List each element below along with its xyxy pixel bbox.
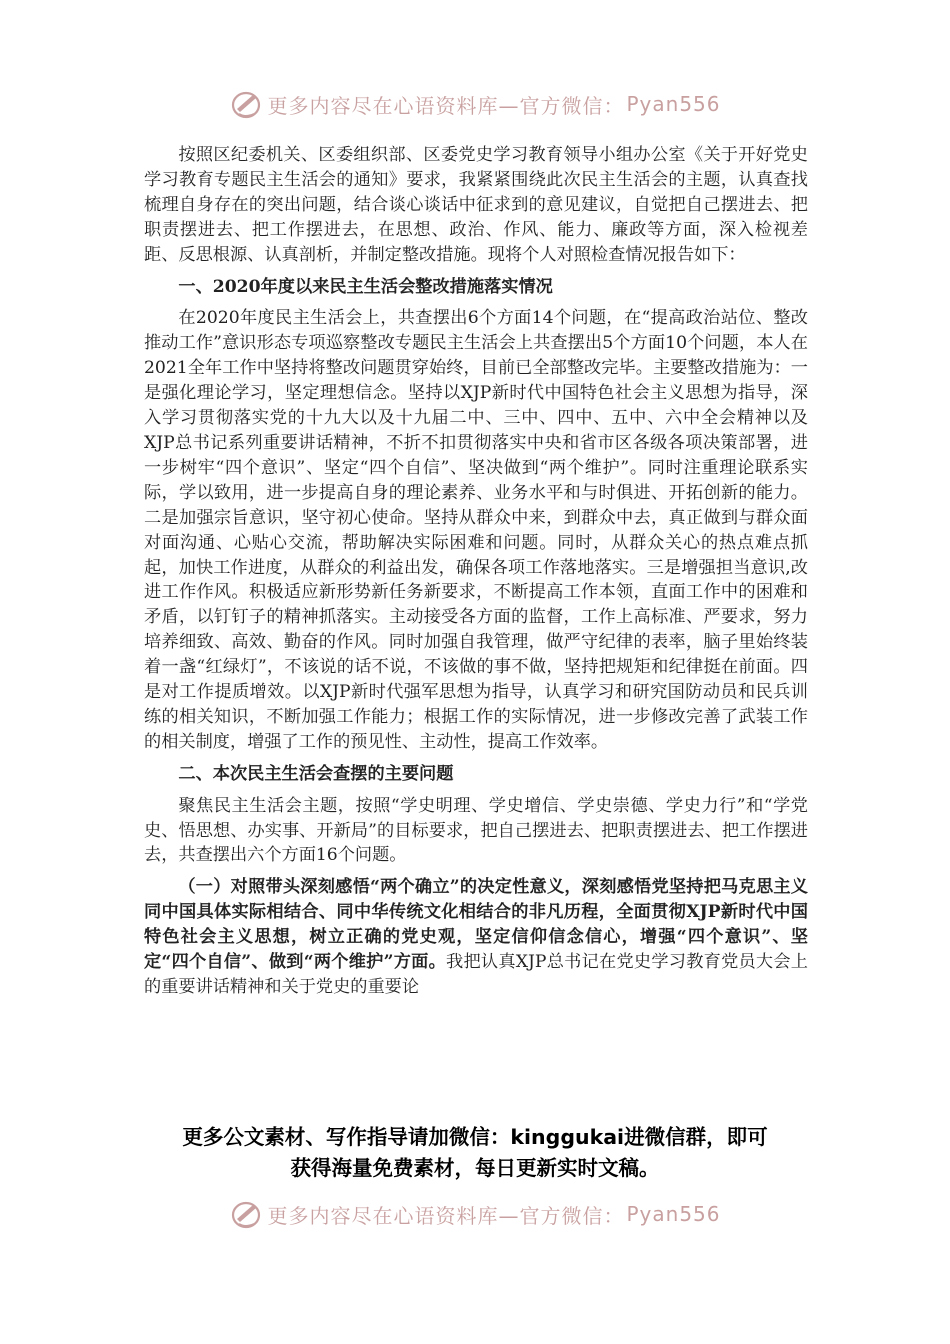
banner-wechat-id: Pyan556: [626, 1202, 721, 1226]
document-body: [144, 143, 808, 1000]
subsection-1-title: （一）对照带头深刻感悟“两个确立”的决定性意义，深刻感悟党坚持把马克思主义同中国具体实际相结合、同中华传统文化相结合的非凡历程，全面贯彻XJP新时代中国特色社会主义思想，树立正确的党史观，坚定信仰信念信心，增强“四个意识”、坚定“四个自信”、做到“两个维护”方面。: [144, 877, 808, 973]
pen-scroll-logo-icon: [229, 87, 263, 121]
banner-text: 更多内容尽在心语资料库—官方微信：: [267, 1203, 625, 1228]
subsection-1-text: 我把认真XJP总书记在党史学习教育党员大会上的重要讲话精神和关于党史的重要论: [144, 952, 808, 997]
banner-text: 更多内容尽在心语资料库—官方微信：: [267, 93, 625, 118]
section-2-paragraph: 聚焦民主生活会主题，按照“学史明理、学史增信、学史崇德、学史力行”和“学党史、悟思想、办实事、开新局”的目标要求，把自己摆进去、把职责摆进去、把工作摆进去，共查摆出六个方面16个问题。: [144, 795, 808, 866]
section-1-paragraph: 在2020年度民主生活会上，共查摆出6个方面14个问题，在“提高政治站位、整改推动工作”意识形态专项巡察整改专题民主生活会上共查摆出5个方面10个问题，本人在2021全年工作中坚持将整改问题贯穿始终，目前已全部整改完毕。主要整改措施为：一是强化理论学习，坚定理想信念。坚持以XJP新时代中国特色社会主义思想为指导，深入学习贯彻落实党的十九大以及十九届二中、三中、四中、五中、六中全会精神以及XJP总书记系列重要讲话精神，不折不扣贯彻落实中央和省市区各级各项决策部署，进一步树牢“四个意识”、坚定“四个自信”、坚决做到“两个维护”。同时注重理论联系实际，学以致用，进一步提高自身的理论素养、业务水平和与时俱进、开拓创新的能力。二是加强宗旨意识，坚守初心使命。坚持从群众中来，到群众中去，真正做到与群众面对面沟通、心贴心交流，帮助解决实际困难和问题。同时，从群众关心的热点难点抓起，加快工作进度，从群众的利益出发，确保各项工作落地落实。三是增强担当意识,改进工作作风。积极适应新形势新任务新要求，不断提高工作本领，直面工作中的困难和矛盾，以钉钉子的精神抓落实。主动接受各方面的监督，工作上高标准、严要求，努力培养细致、高效、勤奋的作风。同时加强自我管理，做严守纪律的表率，脑子里始终装着一盏“红绿灯”，不该说的话不说，不该做的事不做，坚持把规矩和纪律挺在前面。四是对工作提质增效。以XJP新时代强军思想为指导，认真学习和研究国防动员和民兵训练的相关知识，不断加强工作能力；根据工作的实际情况，进一步修改完善了武装工作的相关制度，增强了工作的预见性、主动性，提高工作效率。: [144, 308, 808, 752]
section-heading-1: 一、2020年度以来民主生活会整改措施落实情况: [178, 276, 553, 297]
banner-wechat-id: Pyan556: [626, 92, 721, 116]
subsection-1-paragraph: [144, 875, 808, 1000]
intro-paragraph: 按照区纪委机关、区委组织部、区委党史学习教育领导小组办公室《关于开好党史学习教育专题民主生活会的通知》要求，我紧紧围绕此次民主生活会的主题，认真查找梳理自身存在的突出问题，结合谈心谈话中征求到的意见建议，自觉把自己摆进去、把职责摆进去、把工作摆进去，在思想、政治、作风、能力、廉政等方面，深入检视差距、反思根源、认真剖析，并制定整改措施。现将个人对照检查情况报告如下：: [144, 145, 808, 265]
pen-scroll-logo-icon: [229, 1197, 263, 1231]
footer-watermark-banner: [0, 1194, 950, 1234]
promo-line-2: 获得海量免费素材，每日更新实时文稿。: [290, 1156, 660, 1180]
promo-message: [120, 1122, 830, 1184]
header-watermark-banner: [0, 84, 950, 124]
section-heading-2: 二、本次民主生活会查摆的主要问题: [178, 763, 454, 784]
promo-line-1: 更多公文素材、写作指导请加微信：kinggukai进微信群，即可: [182, 1125, 768, 1149]
